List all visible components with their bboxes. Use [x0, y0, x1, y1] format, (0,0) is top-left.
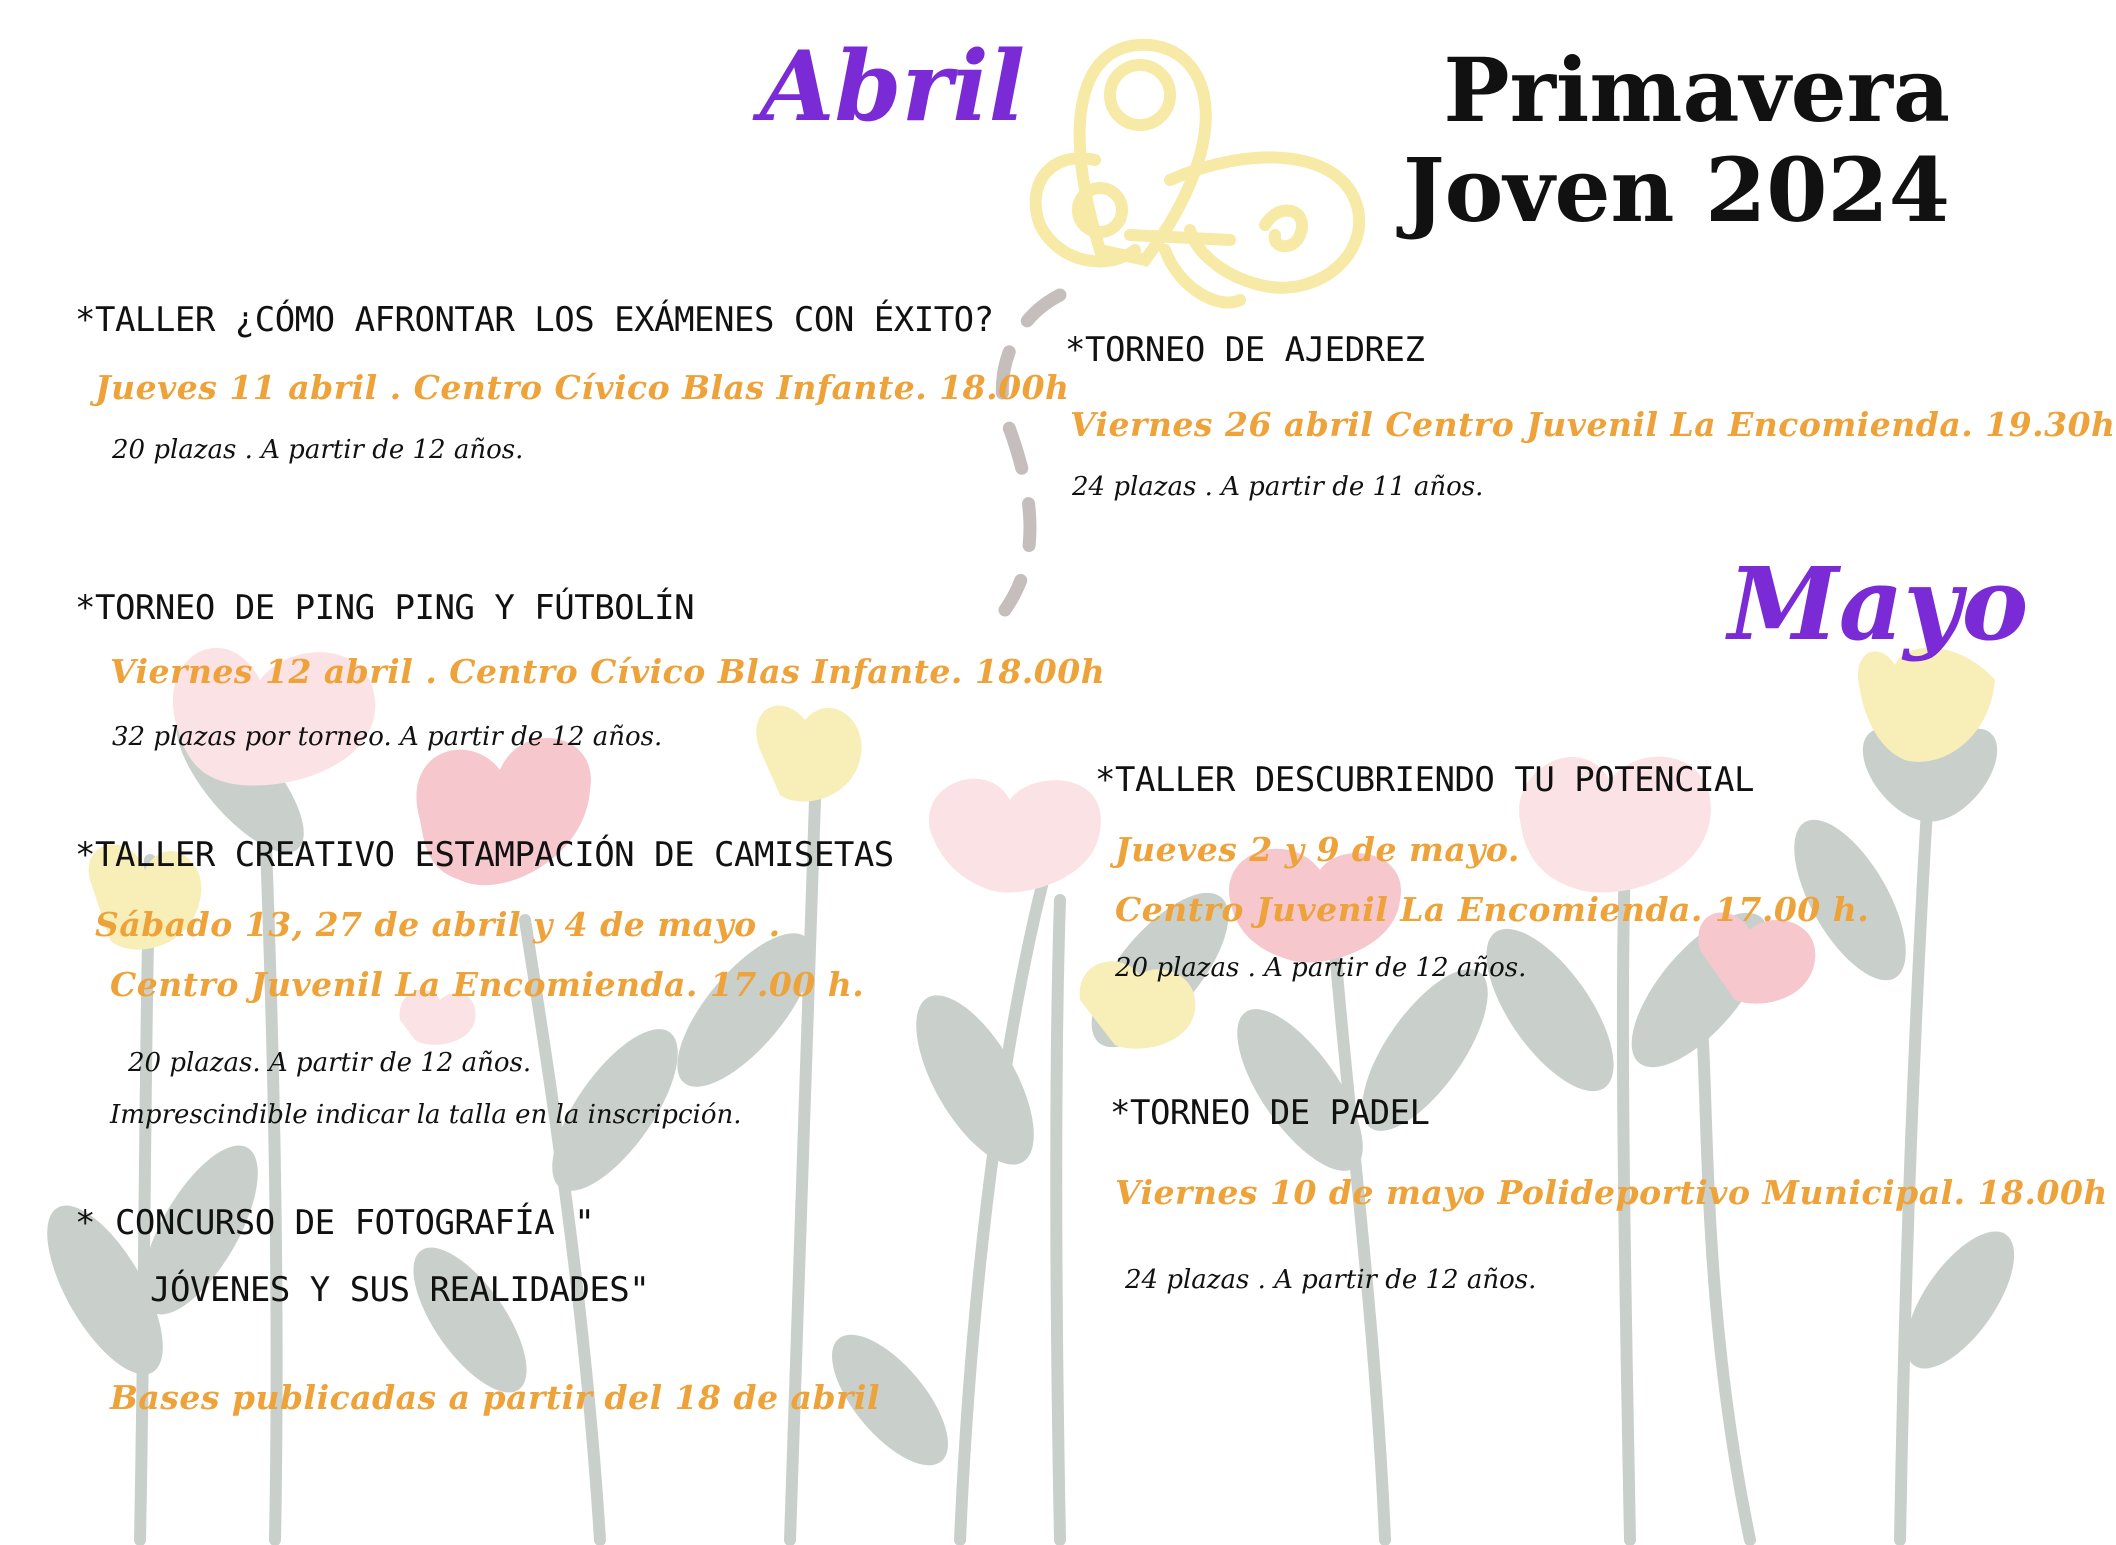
event-when-torneo-padel: Viernes 10 de mayo Polideportivo Municipal. 18.00h — [1115, 1173, 2108, 1212]
event-when-concurso: Bases publicadas a partir del 18 de abril — [110, 1378, 880, 1417]
event-title-concurso-2: JÓVENES Y SUS REALIDADES" — [150, 1270, 650, 1310]
event-when-torneo-ping: Viernes 12 abril . Centro Cívico Blas Infante. 18.00h — [110, 652, 1106, 691]
event-details-taller-camisetas-2: Imprescindible indicar la talla en la inscripción. — [110, 1100, 742, 1130]
event-title-taller-examenes: *TALLER ¿CÓMO AFRONTAR LOS EXÁMENES CON ÉXITO? — [75, 300, 994, 340]
event-when-taller-examenes: Jueves 11 abril . Centro Cívico Blas Infante. 18.00h — [95, 368, 1070, 407]
title-line-2: Joven 2024 — [1403, 138, 1950, 242]
month-heading-mayo: Mayo — [1728, 545, 2029, 663]
event-title-torneo-ajedrez: *TORNEO DE AJEDREZ — [1065, 330, 1425, 370]
event-when-taller-potencial-1: Jueves 2 y 9 de mayo. — [1115, 830, 1520, 869]
event-title-taller-potencial: *TALLER DESCUBRIENDO TU POTENCIAL — [1095, 760, 1755, 800]
event-details-taller-examenes: 20 plazas . A partir de 12 años. — [112, 435, 524, 465]
butterfly-icon — [1036, 45, 1360, 303]
event-details-torneo-ping: 32 plazas por torneo. A partir de 12 años. — [112, 722, 663, 752]
event-when-taller-camisetas-1: Sábado 13, 27 de abril y 4 de mayo . — [95, 905, 781, 944]
event-details-taller-camisetas-1: 20 plazas. A partir de 12 años. — [128, 1048, 532, 1078]
butterfly-trail — [1002, 295, 1060, 610]
title-line-1: Primavera — [1443, 38, 1950, 142]
month-heading-abril: Abril — [760, 30, 1026, 143]
event-title-taller-camisetas: *TALLER CREATIVO ESTAMPACIÓN DE CAMISETAS — [75, 835, 894, 875]
event-when-taller-potencial-2: Centro Juvenil La Encomienda. 17.00 h. — [1115, 890, 1870, 929]
event-title-torneo-padel: *TORNEO DE PADEL — [1110, 1093, 1430, 1133]
event-title-torneo-ping: *TORNEO DE PING PING Y FÚTBOLÍN — [75, 588, 695, 628]
event-when-torneo-ajedrez: Viernes 26 abril Centro Juvenil La Encomienda. 19.30h — [1070, 405, 2116, 444]
event-details-torneo-padel: 24 plazas . A partir de 12 años. — [1125, 1265, 1537, 1295]
event-when-taller-camisetas-2: Centro Juvenil La Encomienda. 17.00 h. — [110, 965, 865, 1004]
event-details-torneo-ajedrez: 24 plazas . A partir de 11 años. — [1072, 472, 1484, 502]
page-title — [1403, 40, 1950, 240]
event-details-taller-potencial: 20 plazas . A partir de 12 años. — [1115, 953, 1527, 983]
event-title-concurso-1: * CONCURSO DE FOTOGRAFÍA " — [75, 1203, 595, 1243]
